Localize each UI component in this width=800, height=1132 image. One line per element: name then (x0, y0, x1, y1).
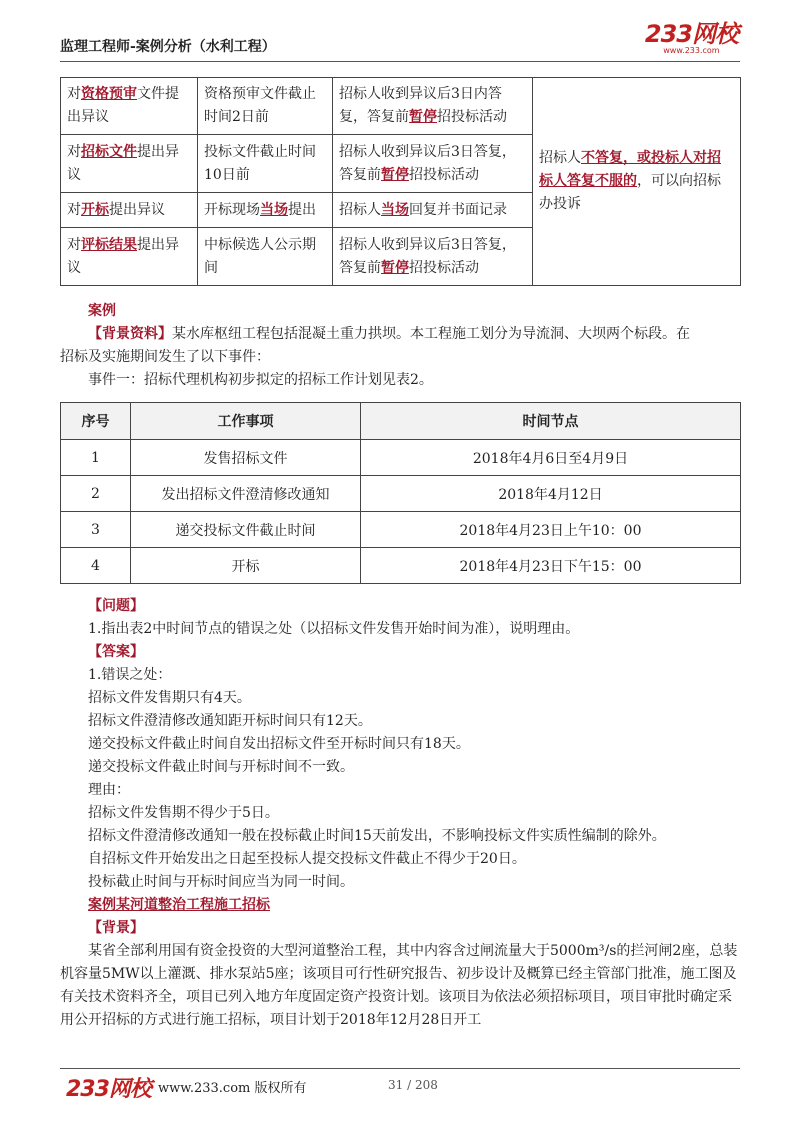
table-cell: 1 (61, 440, 131, 476)
table-cell: 对开标提出异议 (61, 193, 198, 228)
case1-section (60, 300, 740, 392)
table-cell: 资格预审文件截止时间2日前 (198, 78, 333, 135)
page-number: 31 / 208 (388, 1078, 438, 1092)
case1-event1: 事件一：招标代理机构初步拟定的招标工作计划见表2。 (88, 372, 433, 388)
table-cell: 2 (61, 476, 131, 512)
table-cell: 2018年4月12日 (361, 476, 741, 512)
table-cell: 发出招标文件澄清修改通知 (131, 476, 361, 512)
table-cell: 对资格预审文件提出异议 (61, 78, 198, 135)
table-cell: 招标人收到异议后3日内答复，答复前暂停招投标活动 (333, 78, 533, 135)
table-cell: 中标候选人公示期间 (198, 228, 333, 286)
table-cell: 2018年4月6日至4月9日 (361, 440, 741, 476)
logo-main-text: 233网校 (644, 20, 738, 48)
table-header-row (61, 403, 741, 440)
merged-complaint-cell: 招标人不答复，或投标人对招标人答复不服的，可以向招标办投诉 (533, 78, 741, 286)
logo-sub-text: www.233.com (663, 46, 720, 55)
answer-label: 【答案】 (88, 644, 144, 660)
table-cell: 4 (61, 548, 131, 584)
table-cell: 2018年4月23日下午15：00 (361, 548, 741, 584)
question-text: 1.指出表2中时间节点的错误之处（以招标文件发售开始时间为准），说明理由。 (88, 621, 580, 637)
table-cell: 对招标文件提出异议 (61, 135, 198, 193)
footer-logo: 233网校 (66, 1077, 151, 1102)
answer-line: 投标截止时间与开标时间应当为同一时间。 (88, 874, 354, 890)
case1-background-line1: 【背景资料】某水库枢纽工程包括混凝土重力拱坝。本工程施工划分为导流洞、大坝两个标段。在 (88, 326, 690, 342)
qa-section (60, 595, 740, 1032)
table-row (61, 548, 741, 584)
table-cell: 2018年4月23日上午10：00 (361, 512, 741, 548)
case2-background-label: 【背景】 (88, 920, 144, 936)
table-cell: 招标人收到异议后3日答复，答复前暂停招投标活动 (333, 135, 533, 193)
table-cell: 发售招标文件 (131, 440, 361, 476)
table-cell: 招标人收到异议后3日答复，答复前暂停招投标活动 (333, 228, 533, 286)
table-cell: 开标现场当场提出 (198, 193, 333, 228)
case1-background-line2: 招标及实施期间发生了以下事件： (60, 349, 270, 365)
table-row (61, 476, 741, 512)
table-cell: 递交投标文件截止时间 (131, 512, 361, 548)
column-header: 序号 (61, 403, 131, 440)
answer-line: 招标文件发售期不得少于5日。 (88, 805, 279, 821)
answer-line: 招标文件澄清修改通知一般在投标截止时间15天前发出，不影响投标文件实质性编制的除外。 (88, 828, 666, 844)
table-row (61, 440, 741, 476)
table-row (61, 512, 741, 548)
case2-background-paragraph: 某省全部利用国有资金投资的大型河道整治工程，其中内容含过闸流量大于5000m³/s的拦河闸2座，总装机容量5MW以上灌溉、排水泵站5座；该项目可行性研究报告、初步设计及概算已经主管部门批准，施工图及有关技术资料齐全，项目已列入地方年度固定资产投资计划。该项目为依法必须招标项目，项目审批时确定采用公开招标的方式进行施工招标，项目计划于2018年12月28日开工 (60, 943, 738, 1028)
table-cell: 3 (61, 512, 131, 548)
header-divider (60, 61, 740, 62)
document-header-title: 监理工程师-案例分析（水利工程） (60, 39, 276, 55)
answer-line: 1.错误之处： (88, 667, 172, 683)
answer-line: 递交投标文件截止时间自发出招标文件至开标时间只有18天。 (88, 736, 470, 752)
case1-heading: 案例 (88, 303, 116, 319)
footer-copyright: www.233.com 版权所有 (158, 1081, 307, 1096)
answer-line: 招标文件澄清修改通知距开标时间只有12天。 (88, 713, 372, 729)
column-header: 工作事项 (131, 403, 361, 440)
case2-heading: 案例某河道整治工程施工招标 (88, 897, 270, 913)
answer-line: 招标文件发售期只有4天。 (88, 690, 251, 706)
brand-logo (645, 22, 738, 55)
objection-table (60, 77, 741, 286)
column-header: 时间节点 (361, 403, 741, 440)
question-label: 【问题】 (88, 598, 144, 614)
table-row (61, 78, 741, 135)
table-cell: 招标人当场回复并书面记录 (333, 193, 533, 228)
table-cell: 对评标结果提出异议 (61, 228, 198, 286)
answer-line: 递交投标文件截止时间与开标时间不一致。 (88, 759, 354, 775)
table-cell: 开标 (131, 548, 361, 584)
schedule-table (60, 402, 741, 584)
answer-line: 自招标文件开始发出之日起至投标人提交投标文件截止不得少于20日。 (88, 851, 526, 867)
table-cell: 投标文件截止时间10日前 (198, 135, 333, 193)
answer-line: 理由： (88, 782, 130, 798)
footer-divider (60, 1068, 740, 1069)
